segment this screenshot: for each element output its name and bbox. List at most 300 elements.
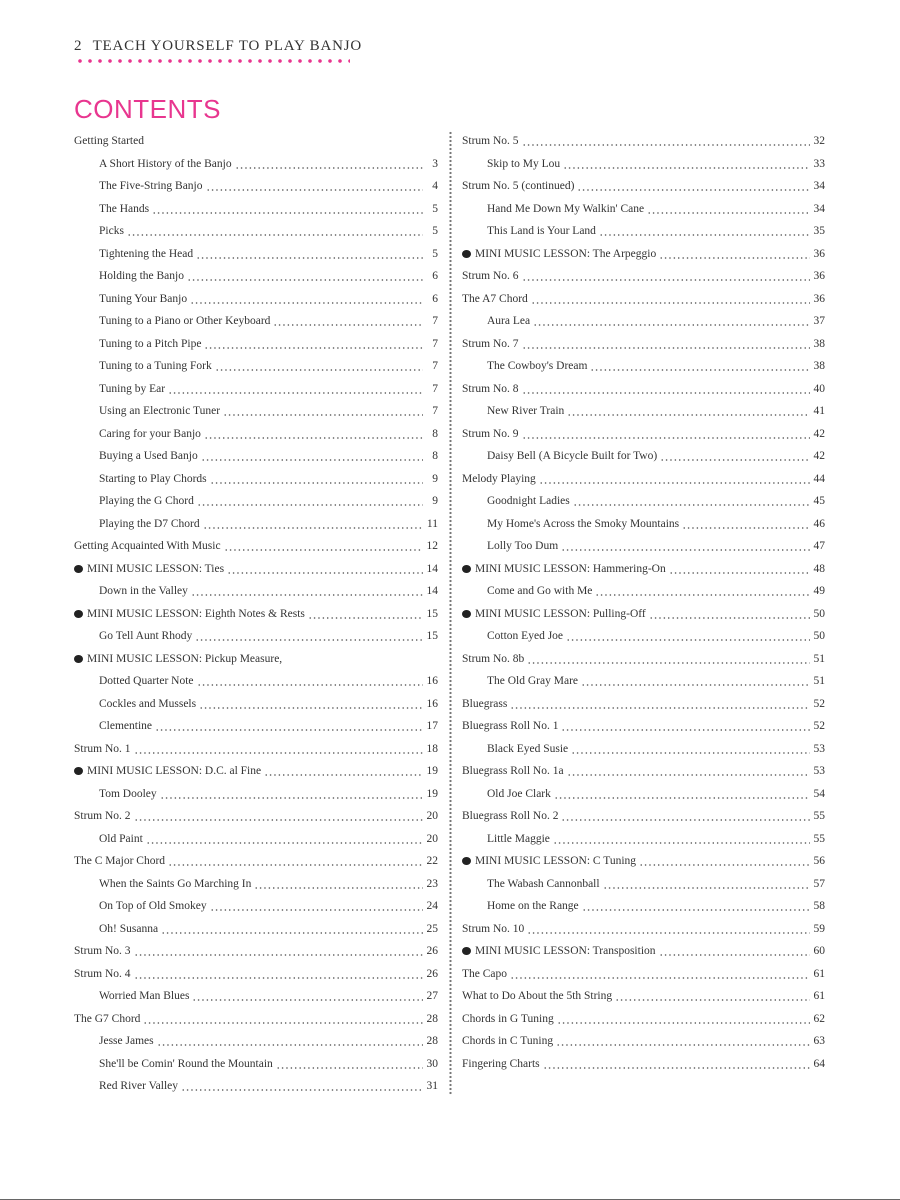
toc-entry-page: 15 (426, 630, 438, 643)
toc-entry-label: Caring for your Banjo (99, 427, 201, 440)
toc-entry-label: The Wabash Cannonball (487, 877, 600, 890)
toc-entry-label: Chords in C Tuning (462, 1035, 554, 1048)
dot-leader (533, 310, 810, 333)
dot-leader (531, 288, 810, 311)
toc-entry[interactable] (74, 265, 438, 288)
toc-entry[interactable] (462, 850, 825, 873)
bullet-icon (462, 857, 471, 865)
toc-entry-page: 34 (813, 202, 825, 215)
toc-entry-label: Strum No. 1 (74, 742, 131, 755)
toc-entry[interactable] (462, 220, 825, 243)
toc-entry-label: Strum No. 4 (74, 967, 131, 980)
dot-leader (539, 468, 810, 491)
bullet-icon (74, 565, 83, 573)
toc-entry[interactable] (74, 670, 438, 693)
toc-entry-label: Tuning to a Tuning Fork (99, 360, 212, 373)
toc-entry-label: Tuning Your Banjo (99, 292, 188, 305)
toc-entry-page: 14 (426, 585, 438, 598)
toc-entry-label: Chords in G Tuning (462, 1012, 554, 1025)
toc-entry-label: Goodnight Ladies (487, 495, 570, 508)
toc-entry-page: 27 (426, 990, 438, 1003)
toc-entry-page: 38 (813, 360, 825, 373)
dot-leader (204, 333, 423, 356)
toc-entry-label: My Home's Across the Smoky Mountains (487, 517, 680, 530)
toc-entry[interactable] (462, 738, 825, 761)
dot-leader (571, 738, 810, 761)
toc-entry-page: 34 (813, 180, 825, 193)
toc-entry[interactable] (74, 648, 438, 671)
toc-entry-page: 5 (432, 202, 438, 215)
toc-entry-label: Fingering Charts (462, 1057, 540, 1070)
toc-entry-page: 41 (813, 405, 825, 418)
toc-entry-page: 56 (813, 855, 825, 868)
toc-entry-page: 61 (813, 967, 825, 980)
toc-entry-page: 35 (813, 225, 825, 238)
toc-entry-label: Lolly Too Dum (487, 540, 559, 553)
toc-entry[interactable] (74, 1030, 438, 1053)
toc-entry[interactable] (462, 918, 825, 941)
toc-entry[interactable] (462, 805, 825, 828)
toc-entry[interactable] (74, 288, 438, 311)
toc-entry-page: 31 (426, 1080, 438, 1093)
toc-entry[interactable] (462, 603, 825, 626)
toc-entry-page: 20 (426, 832, 438, 845)
toc-entry-label: Go Tell Aunt Rhody (99, 630, 193, 643)
dot-leader (127, 220, 423, 243)
dot-leader (573, 490, 810, 513)
toc-entry-page: 24 (426, 900, 438, 913)
toc-entry-label: She'll be Comin' Round the Mountain (99, 1057, 273, 1070)
dot-leader (210, 895, 423, 918)
dot-leader (223, 400, 423, 423)
toc-entry[interactable] (74, 625, 438, 648)
toc-entry[interactable] (74, 130, 438, 153)
dot-leader (201, 445, 423, 468)
dot-leader (543, 1053, 810, 1076)
toc-entry-page: 38 (813, 337, 825, 350)
toc-entry-label: Bluegrass Roll No. 1 (462, 720, 559, 733)
dot-leader (152, 198, 423, 221)
toc-entry[interactable] (462, 288, 825, 311)
toc-entry-page: 9 (432, 495, 438, 508)
dot-leader (561, 715, 810, 738)
toc-entry-page: 17 (426, 720, 438, 733)
bullet-icon (462, 565, 471, 573)
dot-leader (556, 1030, 810, 1053)
toc-entry-page: 53 (813, 742, 825, 755)
toc-entry[interactable] (74, 603, 438, 626)
toc-entry-label: Getting Acquainted With Music (74, 540, 221, 553)
toc-entry-label: MINI MUSIC LESSON: Transposition (475, 945, 656, 958)
dot-leader (227, 558, 423, 581)
toc-entry[interactable] (74, 355, 438, 378)
toc-entry[interactable] (462, 783, 825, 806)
toc-entry-label: Cockles and Mussels (99, 697, 197, 710)
toc-entry-page: 58 (813, 900, 825, 913)
toc-entry-page: 47 (813, 540, 825, 553)
toc-entry-page: 25 (426, 922, 438, 935)
toc-entry-page: 62 (813, 1012, 825, 1025)
toc-entry-label: Strum No. 8b (462, 652, 525, 665)
toc-entry-label: Getting Started (74, 135, 144, 148)
toc-entry-label: What to Do About the 5th String (462, 990, 613, 1003)
toc-entry[interactable] (74, 895, 438, 918)
toc-entry[interactable] (462, 873, 825, 896)
toc-entry-page: 46 (813, 517, 825, 530)
toc-entry-label: The Cowboy's Dream (487, 360, 588, 373)
toc-entry[interactable] (74, 828, 438, 851)
toc-entry-label: Strum No. 6 (462, 270, 519, 283)
dot-leader (197, 670, 423, 693)
dot-leader (522, 378, 810, 401)
dot-leader (134, 940, 423, 963)
dot-leader (590, 355, 810, 378)
dot-leader (155, 715, 423, 738)
toc-entry[interactable] (462, 625, 825, 648)
dot-leader (134, 805, 423, 828)
dot-leader (522, 423, 810, 446)
toc-entry[interactable] (74, 783, 438, 806)
dot-leader (561, 805, 810, 828)
dot-leader (168, 378, 423, 401)
toc-entry-page: 49 (813, 585, 825, 598)
toc-entry[interactable] (462, 693, 825, 716)
toc-entry-label: The Old Gray Mare (487, 675, 579, 688)
toc-entry-page: 42 (813, 427, 825, 440)
toc-entry[interactable] (462, 985, 825, 1008)
dot-leader (264, 760, 423, 783)
dot-leader (199, 693, 423, 716)
toc-entry-page: 16 (426, 697, 438, 710)
toc-entry[interactable] (74, 198, 438, 221)
toc-entry-label: Tuning to a Piano or Other Keyboard (99, 315, 271, 328)
toc-entry-label: Tom Dooley (99, 787, 157, 800)
toc-entry[interactable] (462, 175, 825, 198)
dot-leader (181, 1075, 423, 1098)
toc-entry-page: 33 (813, 157, 825, 170)
dot-leader (191, 580, 423, 603)
toc-right-column (462, 130, 825, 1075)
toc-entry-page: 52 (813, 697, 825, 710)
page-title: CONTENTS (74, 94, 221, 124)
toc-entry[interactable] (462, 940, 825, 963)
toc-entry[interactable] (74, 220, 438, 243)
toc-entry[interactable] (462, 1030, 825, 1053)
dot-leader (669, 558, 810, 581)
toc-entry-page: 4 (432, 180, 438, 193)
toc-entry[interactable] (74, 378, 438, 401)
toc-entry-label: Melody Playing (462, 472, 536, 485)
toc-entry[interactable] (462, 580, 825, 603)
toc-entry-label: The G7 Chord (74, 1012, 141, 1025)
toc-entry[interactable] (74, 468, 438, 491)
toc-entry-label: The Capo (462, 967, 508, 980)
toc-entry[interactable] (462, 670, 825, 693)
dot-leader (510, 963, 810, 986)
dot-leader (235, 153, 423, 176)
toc-entry[interactable] (74, 580, 438, 603)
toc-entry[interactable] (462, 558, 825, 581)
toc-entry-label: Black Eyed Susie (487, 742, 569, 755)
toc-entry[interactable] (74, 850, 438, 873)
toc-entry[interactable] (462, 423, 825, 446)
toc-entry[interactable] (74, 693, 438, 716)
dot-leader (660, 445, 810, 468)
toc-entry-page: 7 (432, 382, 438, 395)
toc-entry[interactable] (462, 130, 825, 153)
toc-entry-label: This Land is Your Land (487, 225, 596, 238)
toc-entry-label: Strum No. 8 (462, 382, 519, 395)
toc-entry-page: 3 (432, 157, 438, 170)
dot-leader (210, 468, 423, 491)
toc-entry[interactable] (462, 715, 825, 738)
toc-entry-page: 61 (813, 990, 825, 1003)
dot-leader (134, 738, 423, 761)
toc-entry-page: 19 (426, 787, 438, 800)
toc-entry[interactable] (462, 490, 825, 513)
dot-leader (522, 265, 810, 288)
toc-entry[interactable] (462, 445, 825, 468)
toc-entry[interactable] (74, 175, 438, 198)
dot-leader (659, 940, 810, 963)
toc-entry[interactable] (462, 198, 825, 221)
toc-entry[interactable] (462, 760, 825, 783)
toc-entry[interactable] (74, 1075, 438, 1098)
toc-entry-label: Holding the Banjo (99, 270, 184, 283)
toc-entry-label: A Short History of the Banjo (99, 157, 232, 170)
toc-entry-label: Strum No. 10 (462, 922, 525, 935)
running-header (74, 38, 362, 55)
toc-entry[interactable] (74, 333, 438, 356)
toc-entry-page: 64 (813, 1057, 825, 1070)
toc-entry-page: 32 (813, 135, 825, 148)
dot-leader (682, 513, 810, 536)
toc-entry[interactable] (74, 715, 438, 738)
toc-entry-label: The C Major Chord (74, 855, 166, 868)
toc-entry-page: 60 (813, 945, 825, 958)
toc-entry-label: MINI MUSIC LESSON: D.C. al Fine (87, 765, 262, 778)
toc-entry[interactable] (74, 490, 438, 513)
toc-entry-label: Strum No. 5 (continued) (462, 180, 575, 193)
dot-leader (224, 535, 423, 558)
toc-entry[interactable] (74, 940, 438, 963)
toc-entry-page: 57 (813, 877, 825, 890)
dot-leader (522, 130, 810, 153)
toc-entry-page: 12 (426, 540, 438, 553)
dot-leader (160, 783, 423, 806)
toc-entry-label: Strum No. 9 (462, 427, 519, 440)
toc-entry-page: 15 (426, 607, 438, 620)
toc-entry[interactable] (74, 513, 438, 536)
toc-entry[interactable] (462, 895, 825, 918)
toc-entry-label: The Five-String Banjo (99, 180, 203, 193)
toc-entry[interactable] (74, 918, 438, 941)
toc-entry-label: MINI MUSIC LESSON: Eighth Notes & Rests (87, 607, 305, 620)
book-title: TEACH YOURSELF TO PLAY BANJO (92, 38, 362, 54)
toc-entry-label: New River Train (487, 405, 565, 418)
toc-entry-label: Playing the G Chord (99, 495, 194, 508)
toc-entry-page: 16 (426, 675, 438, 688)
toc-entry-page: 54 (813, 787, 825, 800)
toc-entry-label: Dotted Quarter Note (99, 675, 194, 688)
toc-entry-page: 50 (813, 630, 825, 643)
toc-entry-label: Strum No. 5 (462, 135, 519, 148)
toc-entry[interactable] (74, 310, 438, 333)
dot-leader (615, 985, 810, 1008)
toc-entry[interactable] (462, 648, 825, 671)
dot-leader (554, 783, 810, 806)
toc-entry[interactable] (462, 963, 825, 986)
toc-entry[interactable] (74, 153, 438, 176)
toc-entry-page: 55 (813, 810, 825, 823)
toc-entry-page: 50 (813, 607, 825, 620)
dot-leader (192, 985, 423, 1008)
toc-entry-page: 48 (813, 562, 825, 575)
toc-entry[interactable] (74, 535, 438, 558)
toc-entry[interactable] (74, 1008, 438, 1031)
toc-entry-label: MINI MUSIC LESSON: C Tuning (475, 855, 637, 868)
dot-leader (563, 153, 810, 176)
toc-entry-label: The A7 Chord (462, 292, 528, 305)
dot-leader (561, 535, 810, 558)
toc-entry[interactable] (462, 513, 825, 536)
toc-entry-label: Clementine (99, 720, 153, 733)
toc-entry-page: 26 (426, 945, 438, 958)
toc-entry-page: 6 (432, 270, 438, 283)
toc-entry[interactable] (74, 963, 438, 986)
toc-entry-page: 36 (813, 270, 825, 283)
toc-entry-page: 20 (426, 810, 438, 823)
toc-entry-label: Skip to My Lou (487, 157, 561, 170)
dot-leader (215, 355, 423, 378)
toc-entry-label: MINI MUSIC LESSON: Pickup Measure, (87, 652, 283, 665)
toc-entry-page: 42 (813, 450, 825, 463)
toc-entry-label: Picks (99, 225, 124, 238)
toc-entry-label: Playing the D7 Chord (99, 517, 200, 530)
toc-entry-label: Hand Me Down My Walkin' Cane (487, 202, 645, 215)
dot-leader (581, 670, 810, 693)
dot-leader (527, 648, 810, 671)
toc-entry[interactable] (462, 468, 825, 491)
toc-entry[interactable] (74, 985, 438, 1008)
toc-entry[interactable] (74, 1053, 438, 1076)
bullet-icon (74, 767, 83, 775)
toc-entry[interactable] (462, 378, 825, 401)
toc-entry[interactable] (74, 805, 438, 828)
toc-entry-page: 23 (426, 877, 438, 890)
dot-leader (254, 873, 423, 896)
toc-entry-page: 40 (813, 382, 825, 395)
toc-entry[interactable] (462, 243, 825, 266)
dot-leader (197, 490, 423, 513)
toc-entry-label: Bluegrass Roll No. 2 (462, 810, 559, 823)
toc-entry[interactable] (74, 760, 438, 783)
page-number: 2 (74, 38, 83, 54)
toc-entry-page: 7 (432, 337, 438, 350)
toc-entry[interactable] (462, 355, 825, 378)
toc-entry-page: 8 (432, 450, 438, 463)
toc-entry[interactable] (74, 243, 438, 266)
toc-entry-page: 37 (813, 315, 825, 328)
dot-leader (203, 513, 423, 536)
toc-entry-label: Strum No. 3 (74, 945, 131, 958)
toc-entry-page: 7 (432, 405, 438, 418)
toc-entry-label: MINI MUSIC LESSON: Pulling-Off (475, 607, 646, 620)
toc-entry-page: 28 (426, 1035, 438, 1048)
toc-entry-label: Come and Go with Me (487, 585, 593, 598)
dot-leader (510, 693, 810, 716)
toc-entry[interactable] (462, 333, 825, 356)
dot-leader (566, 625, 810, 648)
dot-leader (168, 850, 423, 873)
toc-entry-page: 22 (426, 855, 438, 868)
dot-leader (639, 850, 810, 873)
toc-entry-label: Red River Valley (99, 1080, 178, 1093)
toc-entry[interactable] (74, 873, 438, 896)
toc-entry[interactable] (74, 738, 438, 761)
toc-entry[interactable] (462, 1008, 825, 1031)
toc-entry[interactable] (462, 400, 825, 423)
toc-entry[interactable] (74, 445, 438, 468)
toc-entry[interactable] (74, 558, 438, 581)
toc-entry-page: 18 (426, 742, 438, 755)
dot-leader (157, 1030, 423, 1053)
toc-entry-page: 36 (813, 292, 825, 305)
toc-entry-label: Daisy Bell (A Bicycle Built for Two) (487, 450, 658, 463)
toc-entry-label: Little Maggie (487, 832, 550, 845)
toc-entry-page: 7 (432, 315, 438, 328)
toc-entry-page: 8 (432, 427, 438, 440)
toc-entry-label: Starting to Play Chords (99, 472, 207, 485)
dot-leader (567, 400, 810, 423)
dot-leader (599, 220, 810, 243)
header-dotted-rule (75, 58, 350, 64)
toc-entry-page: 14 (426, 562, 438, 575)
toc-entry-page: 28 (426, 1012, 438, 1025)
dot-leader (161, 918, 423, 941)
dot-leader (195, 625, 423, 648)
dot-leader (647, 198, 810, 221)
toc-entry-label: Tuning by Ear (99, 382, 166, 395)
toc-entry[interactable] (462, 1053, 825, 1076)
toc-entry[interactable] (462, 310, 825, 333)
toc-entry-page: 11 (426, 517, 438, 530)
toc-entry[interactable] (462, 828, 825, 851)
toc-entry[interactable] (462, 153, 825, 176)
toc-entry[interactable] (74, 423, 438, 446)
toc-entry-label: Cotton Eyed Joe (487, 630, 564, 643)
toc-entry-label: Worried Man Blues (99, 990, 190, 1003)
toc-entry-page: 63 (813, 1035, 825, 1048)
toc-entry-page: 19 (426, 765, 438, 778)
toc-entry-label: MINI MUSIC LESSON: The Arpeggio (475, 247, 657, 260)
toc-entry-label: Jesse James (99, 1035, 154, 1048)
toc-entry[interactable] (74, 400, 438, 423)
toc-entry-page: 59 (813, 922, 825, 935)
toc-entry[interactable] (462, 265, 825, 288)
dot-leader (659, 243, 810, 266)
toc-entry-label: The Hands (99, 202, 150, 215)
dot-leader (577, 175, 810, 198)
toc-entry-page: 53 (813, 765, 825, 778)
dot-leader (196, 243, 423, 266)
toc-entry[interactable] (462, 535, 825, 558)
toc-entry-page: 51 (813, 652, 825, 665)
toc-entry-page: 44 (813, 472, 825, 485)
dot-leader (190, 288, 423, 311)
toc-entry-page: 51 (813, 675, 825, 688)
toc-entry-page: 5 (432, 247, 438, 260)
